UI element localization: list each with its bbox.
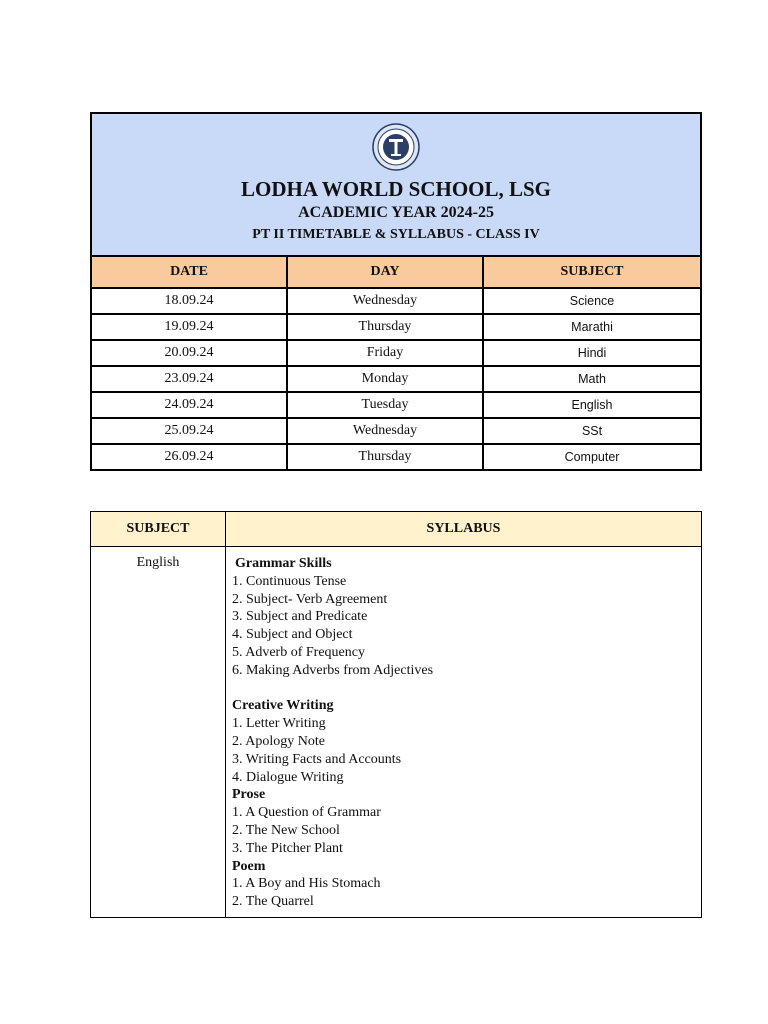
school-name: LODHA WORLD SCHOOL, LSG [241, 177, 552, 201]
table-row [91, 340, 701, 366]
school-logo-icon [372, 123, 420, 171]
list-item: 4. Dialogue Writing [232, 769, 344, 785]
day-cell: Wednesday [287, 418, 483, 444]
syllabus-table [90, 511, 702, 918]
date-cell: 18.09.24 [91, 288, 287, 314]
table-row [91, 288, 701, 314]
day-cell: Tuesday [287, 392, 483, 418]
list-item: 2. The New School [232, 822, 340, 838]
column-header-date: DATE [91, 256, 287, 288]
list-item: 3. The Pitcher Plant [232, 840, 343, 856]
subject-cell: Marathi [483, 314, 701, 340]
academic-year: ACADEMIC YEAR 2024-25 [298, 204, 494, 221]
day-cell: Monday [287, 366, 483, 392]
syllabus-subject: English [91, 547, 226, 918]
table-row [91, 392, 701, 418]
list-item: 3. Subject and Predicate [232, 609, 368, 625]
document-title: PT II TIMETABLE & SYLLABUS - CLASS IV [252, 227, 540, 242]
list-item: 4. Subject and Object [232, 627, 353, 643]
day-cell: Friday [287, 340, 483, 366]
list-item: 1. A Question of Grammar [232, 805, 381, 821]
day-cell: Thursday [287, 444, 483, 470]
table-row [91, 366, 701, 392]
table-row [91, 314, 701, 340]
table-row [91, 444, 701, 470]
subject-cell: SSt [483, 418, 701, 444]
date-cell: 20.09.24 [91, 340, 287, 366]
column-header-syllabus: SYLLABUS [226, 512, 702, 547]
subject-cell: English [483, 392, 701, 418]
section-title-prose: Prose [232, 787, 266, 803]
syllabus-content [226, 547, 702, 918]
date-cell: 26.09.24 [91, 444, 287, 470]
day-cell: Wednesday [287, 288, 483, 314]
list-item: 3. Writing Facts and Accounts [232, 751, 402, 767]
column-header-day: DAY [287, 256, 483, 288]
list-item: 6. Making Adverbs from Adjectives [232, 662, 434, 678]
subject-cell: Science [483, 288, 701, 314]
date-cell: 19.09.24 [91, 314, 287, 340]
column-header-subject: SUBJECT [483, 256, 701, 288]
subject-cell: Computer [483, 444, 701, 470]
date-cell: 24.09.24 [91, 392, 287, 418]
timetable-header [91, 113, 701, 256]
table-row [91, 418, 701, 444]
list-item: 2. Subject- Verb Agreement [232, 591, 388, 607]
timetable [90, 112, 702, 471]
day-cell: Thursday [287, 314, 483, 340]
section-title-creative-writing: Creative Writing [232, 698, 334, 714]
list-item: 1. Continuous Tense [232, 573, 347, 589]
section-title-grammar: Grammar Skills [235, 556, 332, 571]
list-item: 1. A Boy and His Stomach [232, 876, 381, 892]
column-header-subject: SUBJECT [91, 512, 226, 547]
list-item: 2. Apology Note [232, 733, 325, 749]
list-item: 5. Adverb of Frequency [232, 644, 365, 660]
date-cell: 23.09.24 [91, 366, 287, 392]
list-item: 1. Letter Writing [232, 716, 326, 732]
subject-cell: Math [483, 366, 701, 392]
date-cell: 25.09.24 [91, 418, 287, 444]
subject-cell: Hindi [483, 340, 701, 366]
section-title-poem: Poem [232, 858, 266, 874]
list-item: 2. The Quarrel [232, 894, 314, 910]
spacer [232, 680, 697, 698]
